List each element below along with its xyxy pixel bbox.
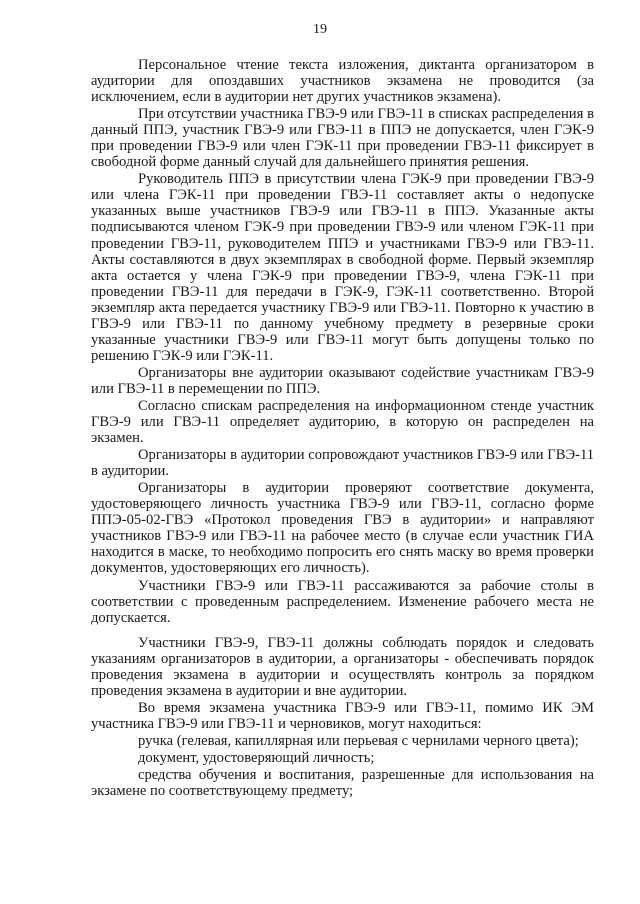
paragraph-seating: Участники ГВЭ-9 или ГВЭ-11 рассаживаются за рабочие столы в соответствии с проведенным распределением. Изменение рабочего места не допускается. — [91, 577, 594, 626]
paragraph-order-compliance: Участники ГВЭ-9, ГВЭ-11 должны соблюдать порядок и следовать указаниям организаторов в аудитории, а организаторы - обеспечивать порядок проведения экзамена в аудитории и осуществлять контроль за порядком проведения экзамена в аудитории и вне аудитории. — [91, 634, 594, 699]
paragraph-non-admission-acts: Руководитель ППЭ в присутствии члена ГЭК-9 при проведении ГВЭ-9 или члена ГЭК-11 при проведении ГВЭ-11 составляет акты о недопуске указанных выше участников ГВЭ-9 или ГВЭ-11 в ППЭ. Указанные акты подписываются членом ГЭК-9 при проведении ГВЭ-9 или членом ГЭК-11 при проведении ГВЭ-11, руководителем ППЭ и участниками ГВЭ-9 или ГВЭ-11. Акты составляются в двух экземплярах в свободной форме. Первый экземпляр акта остается у члена ГЭК-9 при проведении ГВЭ-9, члена ГЭК-11 при проведении ГВЭ-11 для передачи в ГЭК-9, ГЭК-11 соответственно. Второй экземпляр акта передается участнику ГВЭ-9 или ГВЭ-11. Повторно к участию в ГВЭ-9 или ГВЭ-11 по данному учебному предмету в резервные сроки указанные участники ГВЭ-9 или ГВЭ-11 могут быть допущены только по решению ГЭК-9 или ГЭК-11. — [91, 171, 594, 364]
paragraph-distribution-lists: Согласно спискам распределения на информационном стенде участник ГВЭ-9 или ГВЭ-11 определяет аудиторию, в которую он распределен на экзамен. — [91, 397, 594, 447]
list-item-pen: ручка (гелевая, капиллярная или перьевая с чернилами черного цвета); — [138, 732, 579, 749]
paragraph-absent-from-lists: При отсутствии участника ГВЭ-9 или ГВЭ-11 в списках распределения в данный ППЭ, участник ГВЭ-9 или ГВЭ-11 в ППЭ не допускается, член ГЭК-9 при проведении ГВЭ-9 или член ГЭК-11 при проведении ГВЭ-11 фиксирует в свободной форме данный случай для дальнейшего принятия решения. — [91, 106, 594, 171]
paragraph-organizers-accompany: Организаторы в аудитории сопровождают участников ГВЭ-9 или ГВЭ-11 в аудитории. — [91, 447, 594, 480]
list-item-id-document: документ, удостоверяющий личность; — [138, 749, 375, 766]
paragraph-document-check: Организаторы в аудитории проверяют соответствие документа, удостоверяющего личность участника ГВЭ-9 или ГВЭ-11, согласно форме ППЭ-05-02-ГВЭ «Протокол проведения ГВЭ в аудитории» и направляют участников ГВЭ-9 или ГВЭ-11 на рабочее место (в случае если участник ГИА находится в маске, то необходимо попросить его снять маску во время проверки документов, удостоверяющих его личность). — [91, 480, 594, 577]
document-body — [91, 57, 594, 800]
paragraph-late-participants: Персональное чтение текста изложения, диктанта организатором в аудитории для опоздавших участников экзамена не проводится (за исключением, если в аудитории нет других участников экзамена). — [91, 57, 594, 106]
list-item-learning-tools: средства обучения и воспитания, разрешенные для использования на экзамене по соответствующему предмету; — [91, 767, 594, 800]
page-number: 19 — [313, 22, 327, 37]
paragraph-allowed-items: Во время экзамена участника ГВЭ-9 или ГВЭ-11, помимо ИК ЭМ участника ГВЭ-9 или ГВЭ-11 и черновиков, могут находиться: — [91, 699, 594, 732]
paragraph-organizers-outside: Организаторы вне аудитории оказывают содействие участникам ГВЭ-9 или ГВЭ-11 в перемещении по ППЭ. — [91, 364, 594, 397]
